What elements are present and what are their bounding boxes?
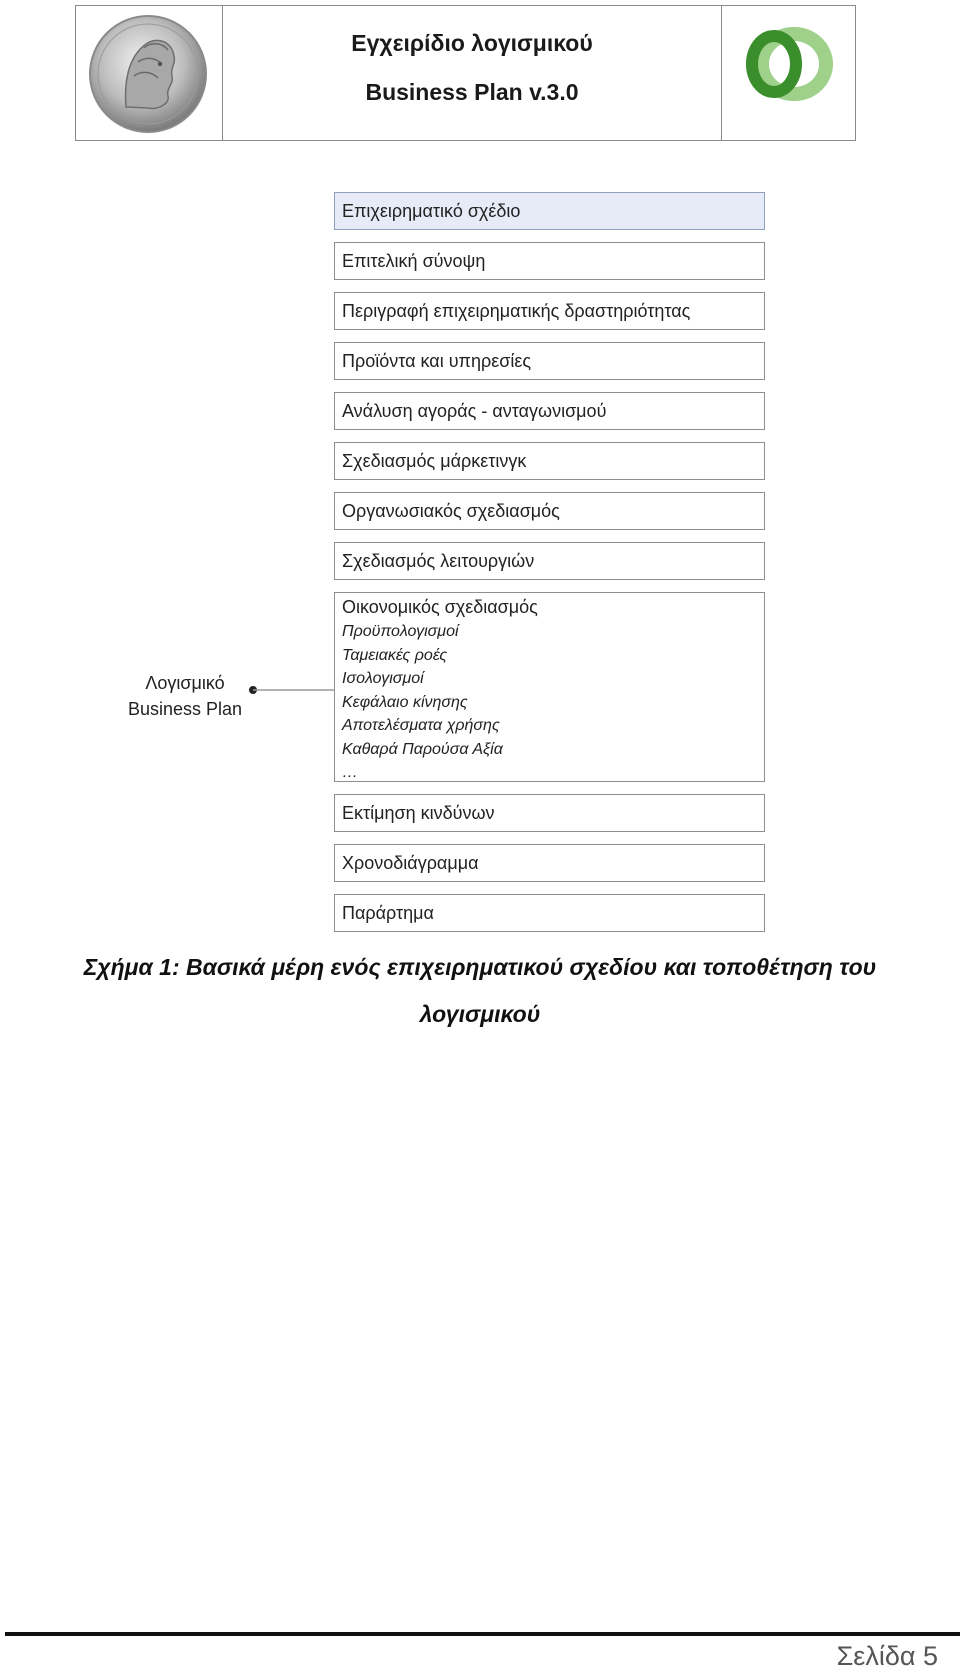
financial-subitem: Αποτελέσματα χρήσης — [342, 717, 500, 734]
diagram-item-operations-plan: Σχεδιασμός λειτουργιών — [334, 542, 765, 580]
header-title — [222, 6, 722, 140]
financial-subitem: Προϋπολογισμοί — [342, 623, 459, 640]
software-label — [115, 670, 255, 722]
diagram-item-financial-plan — [334, 592, 765, 782]
software-label-line2: Business Plan — [127, 699, 243, 719]
diagram-item-business-description: Περιγραφή επιχειρηματικής δραστηριότητας — [334, 292, 765, 330]
page-header — [75, 5, 856, 141]
diagram-item-timeline: Χρονοδιάγραμμα — [334, 844, 765, 882]
diagram-item-business-plan: Επιχειρηματικό σχέδιο — [334, 192, 765, 230]
financial-subitem: Ταμειακές ροές — [342, 646, 448, 664]
financial-plan-title: Οικονομικός σχεδιασμός — [342, 597, 538, 617]
diagram-item-risk-assessment: Εκτίμηση κινδύνων — [334, 794, 765, 832]
diagram-item-appendix: Παράρτημα — [334, 894, 765, 932]
figure-caption-line1: Σχήμα 1: Βασικά μέρη ενός επιχειρηματικού σχεδίου και τοποθέτηση του — [83, 954, 877, 980]
diagram-item-organizational-plan: Οργανωσιακός σχεδιασμός — [334, 492, 765, 530]
diagram-item-marketing-plan: Σχεδιασμός μάρκετινγκ — [334, 442, 765, 480]
diagram-item-executive-summary: Επιτελική σύνοψη — [334, 242, 765, 280]
connector-line — [245, 680, 337, 700]
page-number: Σελίδα 5 — [836, 1641, 938, 1671]
footer-rule — [5, 1632, 960, 1636]
header-right-logo-cell — [721, 6, 855, 140]
financial-subitem: Καθαρά Παρούσα Αξία — [342, 740, 503, 758]
financial-subitem: Ισολογισμοί — [342, 670, 424, 687]
header-left-logo-cell — [76, 6, 223, 140]
financial-subitem: Κεφάλαιο κίνησης — [342, 693, 468, 711]
coin-logo-icon — [86, 12, 210, 136]
diagram-item-products-services: Προϊόντα και υπηρεσίες — [334, 342, 765, 380]
green-rings-logo-icon — [740, 24, 836, 104]
header-title-line1: Εγχειρίδιο λογισμικού — [351, 30, 593, 56]
header-title-line2: Business Plan v.3.0 — [365, 79, 579, 105]
diagram-item-market-analysis: Ανάλυση αγοράς - ανταγωνισμού — [334, 392, 765, 430]
financial-subitem: … — [342, 764, 358, 781]
software-label-line1: Λογισμικό — [145, 673, 225, 693]
figure-caption-line2: λογισμικού — [419, 1001, 541, 1027]
